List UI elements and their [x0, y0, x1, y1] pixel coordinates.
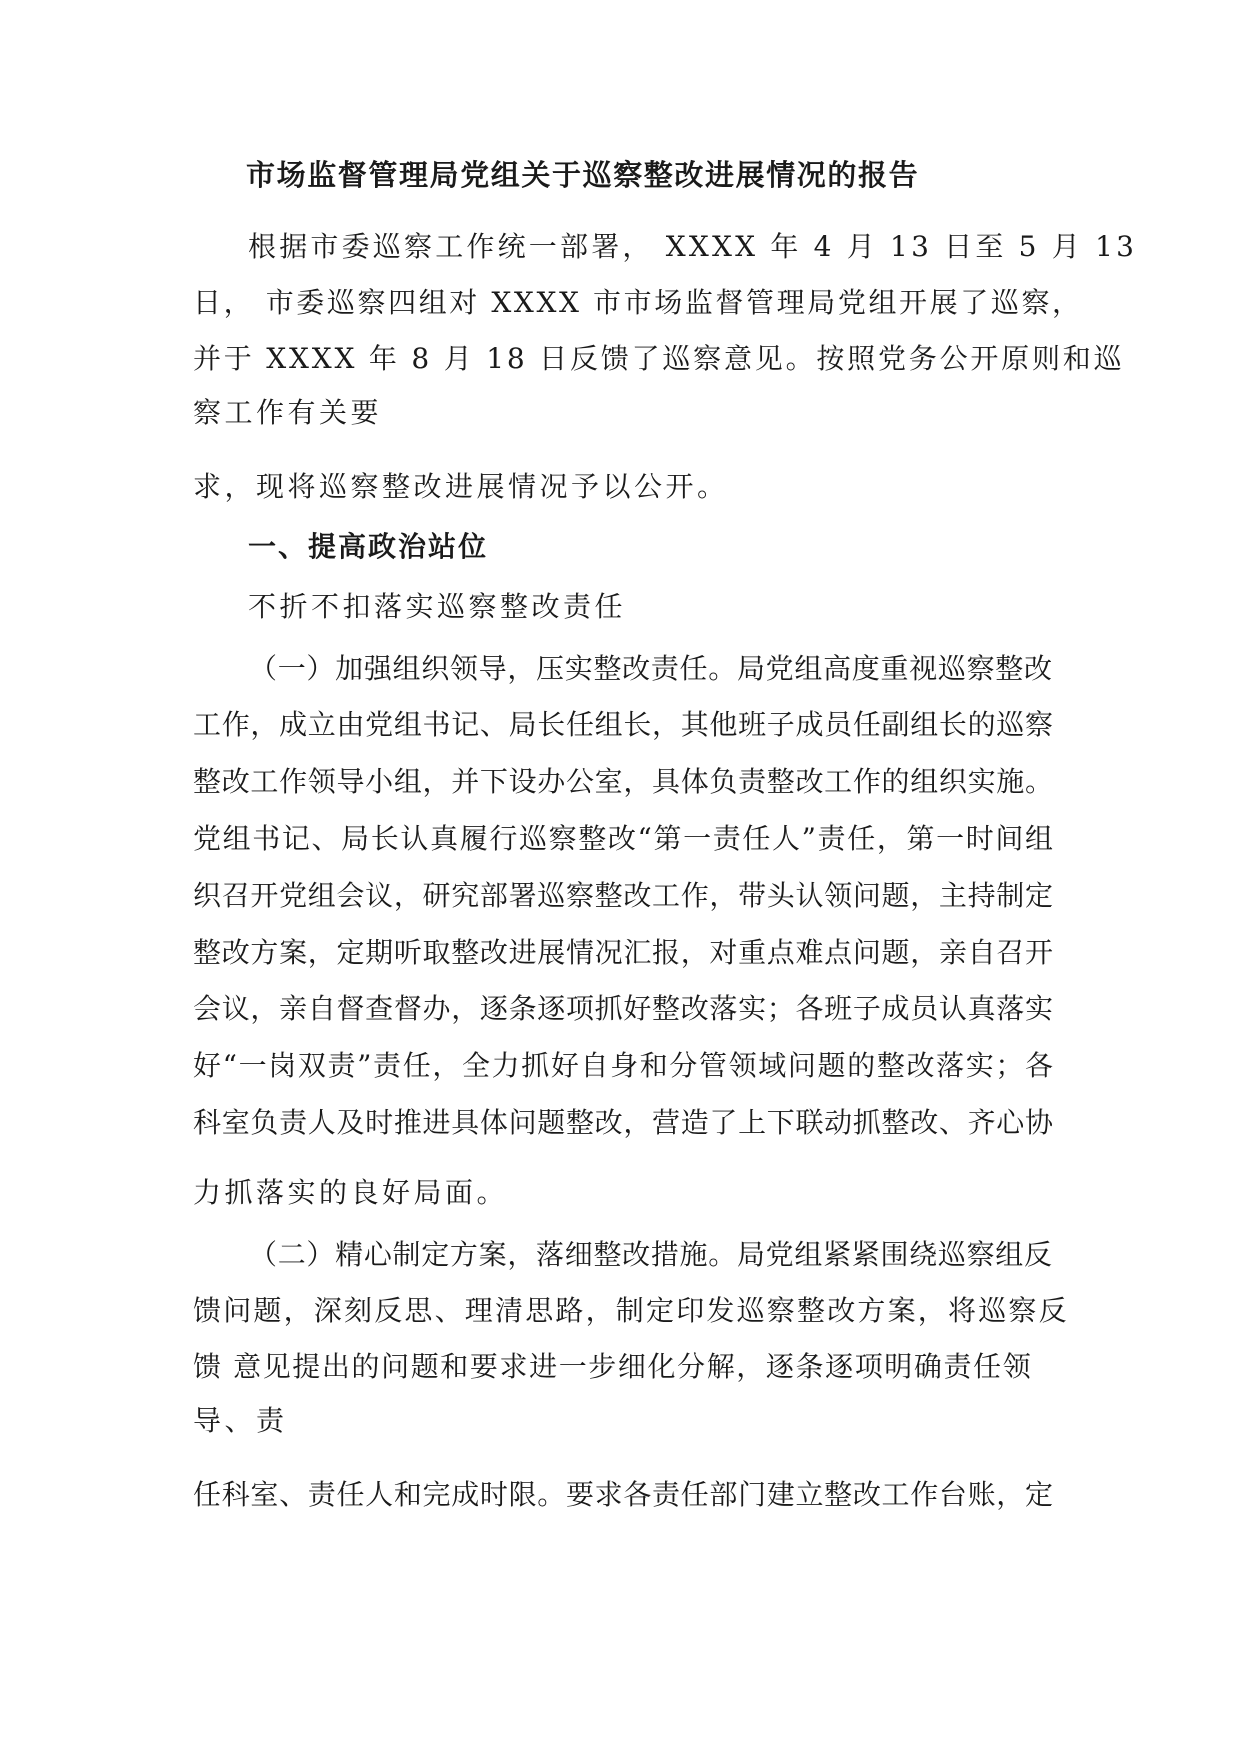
paragraph-line: 力抓落实的良好局面。	[193, 1176, 509, 1209]
intro-line: 察工作有关要	[193, 396, 383, 429]
intro-line: 求，现将巡察整改进展情况予以公开。	[193, 470, 729, 503]
document-title: 市场监督管理局党组关于巡察整改进展情况的报告	[246, 158, 920, 192]
intro-line: 并于 XXXX 年 8 月 18 日反馈了巡察意见。按照党务公开原则和巡	[193, 342, 1125, 375]
paragraph-line: 工作，成立由党组书记、局长任组长，其他班子成员任副组长的巡察	[193, 708, 1053, 741]
paragraph-line: 科室负责人及时推进具体问题整改，营造了上下联动抓整改、齐心协	[193, 1106, 1053, 1139]
paragraph-line: 馈 意见提出的问题和要求进一步细化分解，逐条逐项明确责任领	[193, 1350, 1033, 1383]
paragraph-line: 好“一岗双责”责任，全力抓好自身和分管领域问题的整改落实；各	[193, 1049, 1053, 1082]
section-heading: 一、提高政治站位	[248, 530, 489, 563]
paragraph-line: 任科室、责任人和完成时限。要求各责任部门建立整改工作台账，定	[193, 1478, 1053, 1511]
paragraph-line: （一）加强组织领导，压实整改责任。局党组高度重视巡察整改	[249, 652, 1052, 685]
intro-line: 日， 市委巡察四组对 XXXX 市市场监督管理局党组开展了巡察，	[193, 286, 1083, 319]
paragraph-line: 馈问题，深刻反思、理清思路，制定印发巡察整改方案，将巡察反	[193, 1294, 1069, 1327]
paragraph-line: 织召开党组会议，研究部署巡察整改工作，带头认领问题，主持制定	[193, 879, 1053, 912]
paragraph-line: 党组书记、局长认真履行巡察整改“第一责任人”责任，第一时间组	[193, 822, 1053, 855]
paragraph-line: 整改方案，定期听取整改进展情况汇报，对重点难点问题，亲自召开	[193, 936, 1053, 969]
paragraph-line: （二）精心制定方案，落细整改措施。局党组紧紧围绕巡察组反	[249, 1238, 1052, 1271]
paragraph-line: 导、责	[193, 1404, 288, 1437]
paragraph-line: 会议，亲自督查督办，逐条逐项抓好整改落实；各班子成员认真落实	[193, 992, 1053, 1025]
section-subheading: 不折不扣落实巡察整改责任	[248, 590, 627, 623]
paragraph-line: 整改工作领导小组，并下设办公室，具体负责整改工作的组织实施。	[193, 765, 1053, 798]
intro-line: 根据市委巡察工作统一部署， XXXX 年 4 月 13 日至 5 月 13	[248, 230, 1138, 263]
